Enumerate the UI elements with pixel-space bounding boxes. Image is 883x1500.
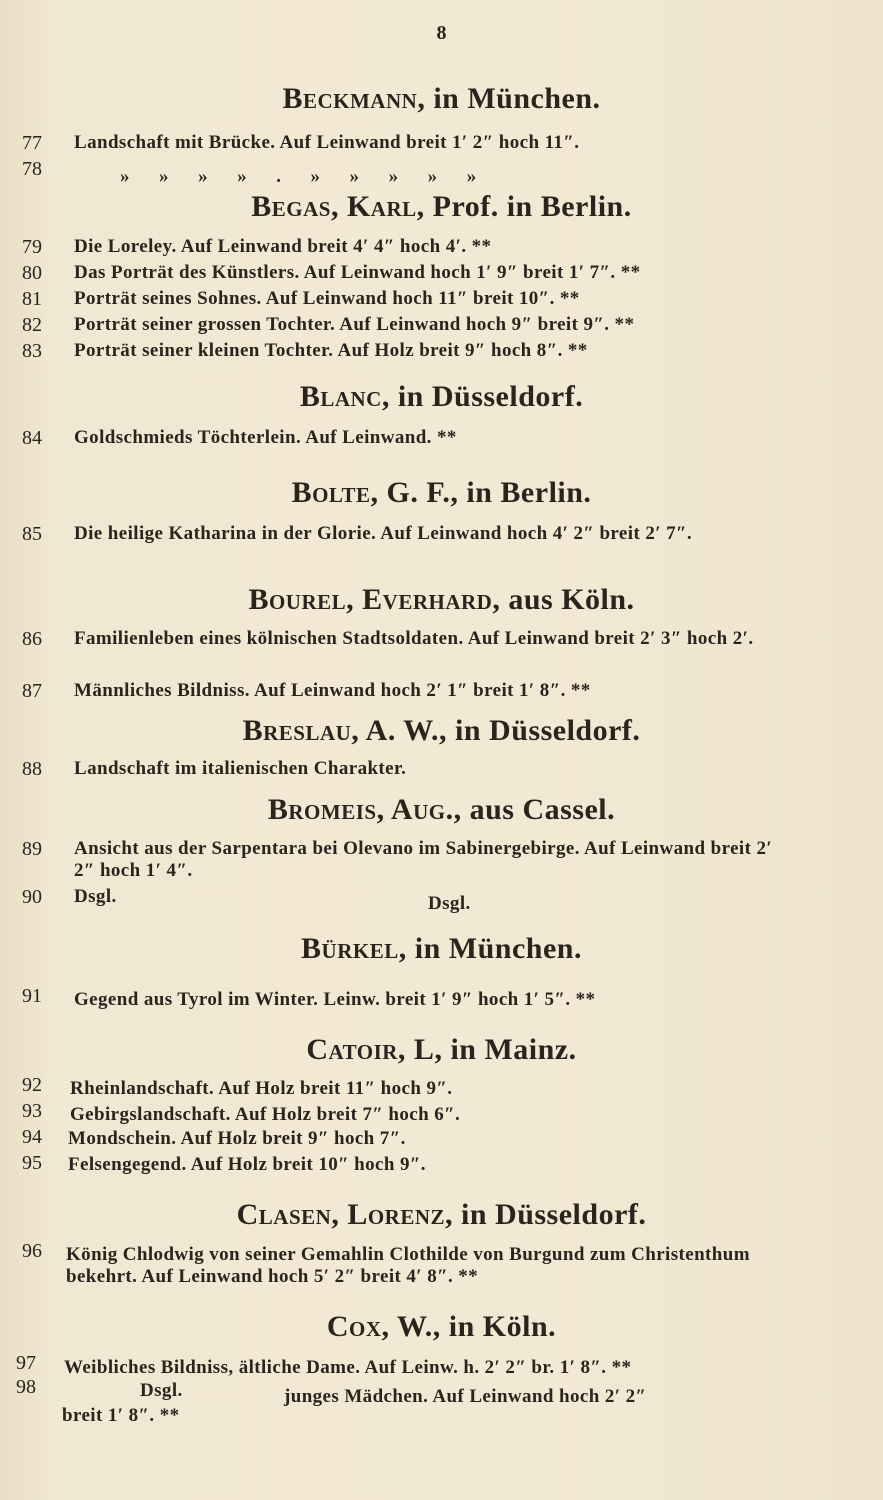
entry-number: 88 [22,758,42,780]
artist-place: , in Düsseldorf. [439,714,641,747]
artist-heading [0,1310,883,1344]
entry-text: Die Loreley. Auf Leinwand breit 4′ 4″ hoch 4′. ** [74,236,492,257]
entry-number: 85 [22,523,42,545]
entry-text: Porträt seines Sohnes. Auf Leinwand hoch 11″ breit 10″. ** [74,288,580,309]
entry-text: Die heilige Katharina in der Glorie. Auf Leinwand hoch 4′ 2″ breit 2′ 7″. [74,523,693,544]
entry-number: 79 [22,236,42,258]
artist-place: , in München. [417,82,601,115]
entry-number: 95 [22,1152,42,1174]
entry-number: 91 [22,985,42,1007]
artist-heading [0,1033,883,1067]
artist-heading [0,932,883,966]
artist-name: Bürkel [301,932,399,965]
entry-text: » » » » . » » » » » [120,166,477,187]
artist-heading [0,793,883,827]
entry-text: Goldschmieds Töchterlein. Auf Leinwand. ** [74,427,457,448]
artist-heading [0,583,883,617]
entry-number: 83 [22,340,42,362]
entry-number: 89 [22,838,42,860]
entry-text: Gegend aus Tyrol im Winter. Leinw. breit 1′ 9″ hoch 1′ 5″. ** [74,989,596,1010]
artist-name: Begas, Karl [251,190,417,223]
entry-text: Felsengegend. Auf Holz breit 10″ hoch 9″. [68,1154,426,1175]
entry-number: 82 [22,314,42,336]
artist-heading [0,476,883,510]
artist-name: Bromeis, Aug. [267,793,454,826]
artist-name: Bourel, Everhard [248,583,493,616]
entry-number: 96 [22,1240,42,1262]
entry-text: Landschaft mit Brücke. Auf Leinwand breit 1′ 2″ hoch 11″. [74,132,580,153]
artist-place: , in Düsseldorf. [381,380,584,413]
artist-place: , in Köln. [432,1310,557,1343]
entry-text: Das Porträt des Künstlers. Auf Leinwand hoch 1′ 9″ breit 1′ 7″. ** [74,262,641,283]
entry-number: 80 [22,262,42,284]
entry-number: 78 [22,158,42,180]
entry-text: Porträt seiner kleinen Tochter. Auf Holz breit 9″ hoch 8″. ** [74,340,588,361]
artist-place: , in München. [398,932,582,965]
entry-text: Rheinlandschaft. Auf Holz breit 11″ hoch 9″. [70,1078,453,1099]
entry-text-ditto: Dsgl. [428,893,471,914]
entry-number: 81 [22,288,42,310]
artist-name: Beckmann [282,82,418,115]
artist-place: , Prof. in Berlin. [416,190,632,223]
entry-text: Gebirgslandschaft. Auf Holz breit 7″ hoch 6″. [70,1104,461,1125]
artist-place: , aus Cassel. [453,793,616,826]
entry-number: 84 [22,427,42,449]
artist-name: Catoir, L [306,1033,435,1066]
entry-number: 87 [22,680,42,702]
entry-text: Landschaft im italienischen Charakter. [74,758,407,779]
entry-text: Dsgl. [140,1380,183,1401]
entry-number: 92 [22,1074,42,1096]
artist-name: Cox, W. [326,1310,433,1343]
entry-text: Ansicht aus der Sarpentara bei Olevano im Sabinergebirge. Auf Leinwand breit 2′ 2″ hoch 1′ 4″. [74,838,773,881]
entry-text: Dsgl. [74,886,117,907]
entry-text-continued: breit 1′ 8″. ** [62,1405,180,1426]
entry-text: Familienleben eines kölnischen Stadtsoldaten. Auf Leinwand breit 2′ 3″ hoch 2′. [74,628,754,649]
page-number: 8 [436,22,447,44]
entry-text: Männliches Bildniss. Auf Leinwand hoch 2′ 1″ breit 1′ 8″. ** [74,680,591,701]
artist-name: Bolte, G. F. [291,476,451,509]
artist-heading [0,714,883,748]
entry-number: 93 [22,1100,42,1122]
artist-place: , aus Köln. [492,583,635,616]
entry-text: Mondschein. Auf Holz breit 9″ hoch 7″. [68,1128,406,1149]
artist-heading [0,380,883,414]
entry-text: König Chlodwig von seiner Gemahlin Clothilde von Burgund zum Christenthum bekehrt. Auf Leinwand hoch 5′ 2″ breit 4′ 8″. ** [66,1244,750,1287]
entry-text: Porträt seiner grossen Tochter. Auf Leinwand hoch 9″ breit 9″. ** [74,314,635,335]
entry-number: 97 [16,1352,36,1374]
entry-number: 86 [22,628,42,650]
artist-name: Blanc [299,380,382,413]
artist-place: , in Berlin. [450,476,592,509]
entry-number: 98 [16,1376,36,1398]
entry-text-continued: junges Mädchen. Auf Leinwand hoch 2′ 2″ [284,1386,647,1407]
artist-name: Breslau, A. W. [242,714,440,747]
artist-heading [0,82,883,116]
artist-name: Clasen, Lorenz [236,1198,446,1231]
entry-text: Weibliches Bildniss, ältliche Dame. Auf Leinw. h. 2′ 2″ br. 1′ 8″. ** [64,1357,632,1378]
artist-place: , in Mainz. [434,1033,577,1066]
artist-heading [0,1198,883,1232]
entry-number: 94 [22,1126,42,1148]
artist-place: , in Düsseldorf. [445,1198,647,1231]
entry-number: 77 [22,132,42,154]
entry-number: 90 [22,886,42,908]
artist-heading [0,190,883,224]
